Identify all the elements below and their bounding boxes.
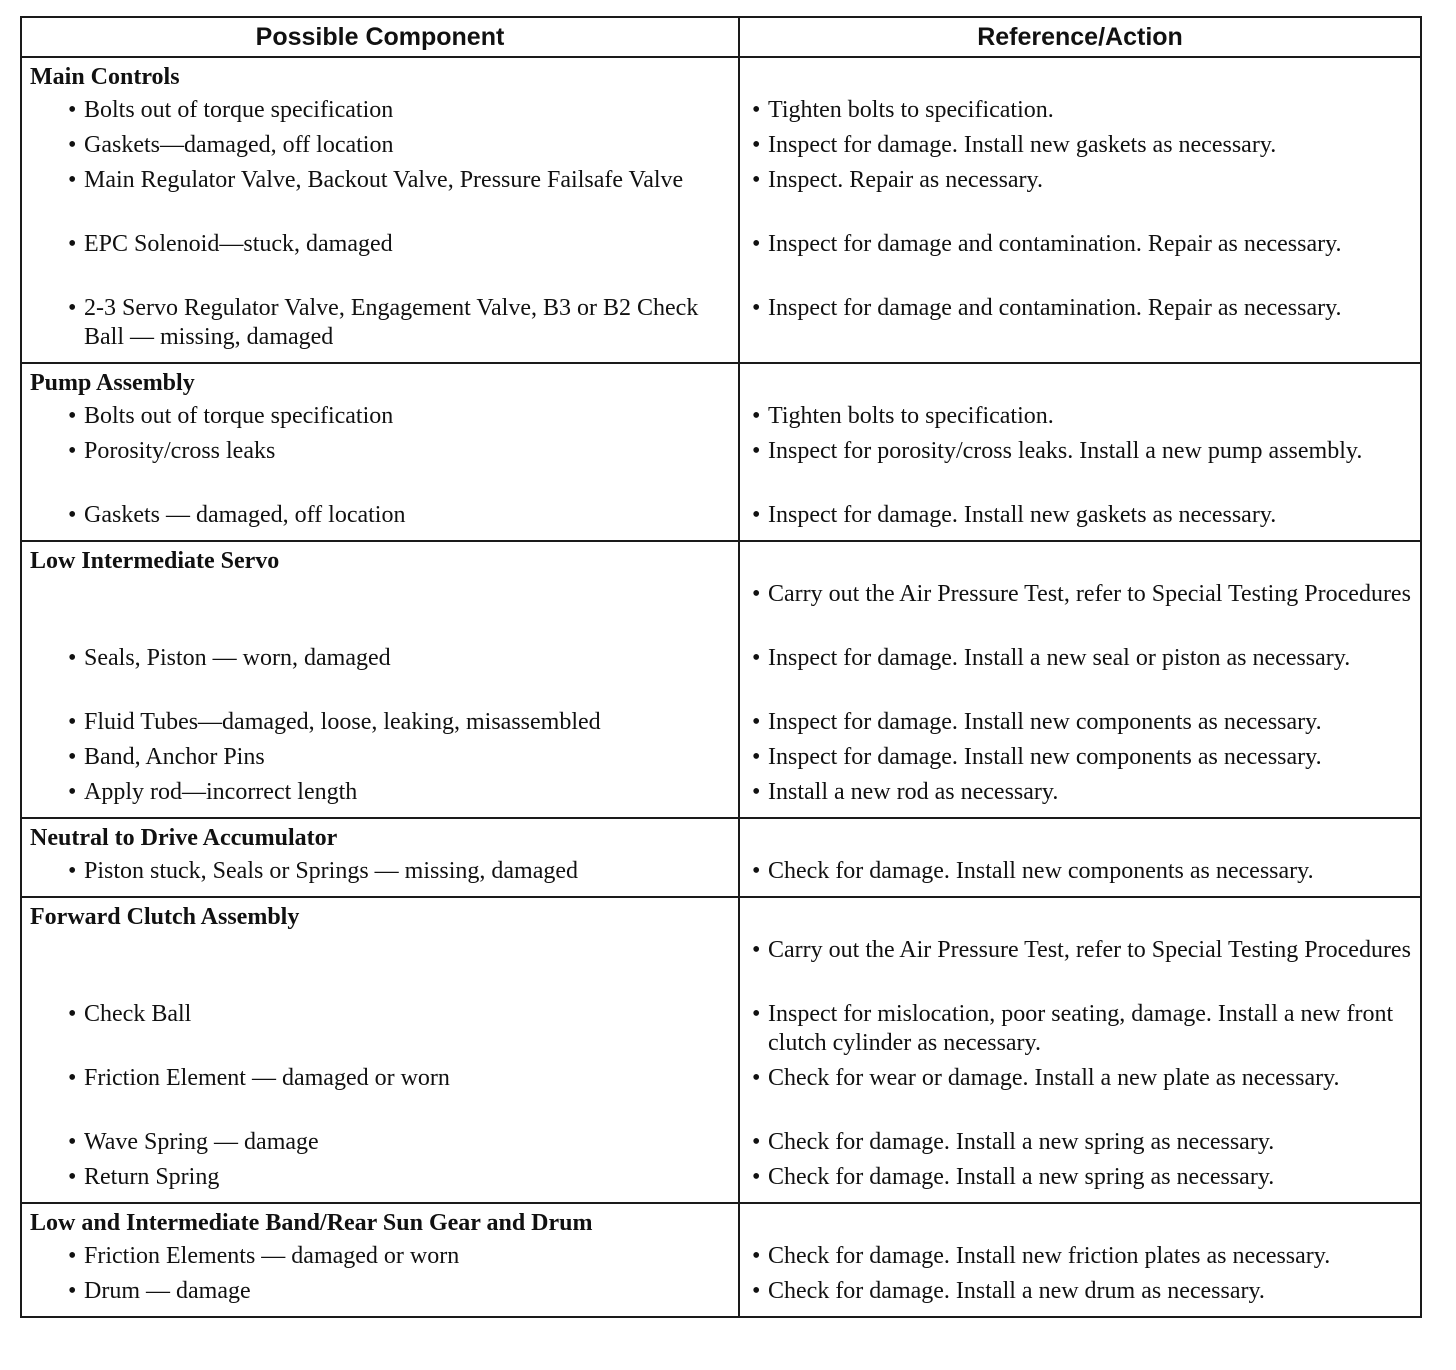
action-item: • Install a new rod as necessary.: [752, 779, 1059, 805]
action-cell: [739, 363, 1421, 541]
component-item: • Return Spring: [68, 1164, 220, 1190]
component-cell: [21, 541, 739, 818]
section-neutral-to-drive-accumulator: [21, 818, 1421, 897]
action-item: • Tighten bolts to specification.: [752, 97, 1054, 123]
header-row: [21, 17, 1421, 57]
component-cell: [21, 897, 739, 1203]
component-item: • Check Ball: [68, 1001, 192, 1027]
action-item: • Inspect for damage. Install new components as necessary.: [752, 709, 1322, 735]
action-cell: [739, 541, 1421, 818]
section-title: Low and Intermediate Band/Rear Sun Gear and Drum: [30, 1210, 593, 1236]
action-item: • Inspect for mislocation, poor seating, damage. Install a new front clutch cylinder as necessary.: [752, 1001, 1394, 1056]
action-item: • Check for damage. Install new components as necessary.: [752, 858, 1314, 884]
component-item: • Fluid Tubes—damaged, loose, leaking, misassembled: [68, 709, 601, 735]
action-item: • Inspect for damage. Install new gaskets as necessary.: [752, 502, 1277, 528]
action-item: • Carry out the Air Pressure Test, refer to Special Testing Procedures: [752, 937, 1411, 963]
component-item: • Wave Spring — damage: [68, 1129, 319, 1155]
action-item: • Inspect for damage. Install a new seal or piston as necessary.: [752, 645, 1351, 671]
section-pump-assembly: [21, 363, 1421, 541]
component-item: • Drum — damage: [68, 1278, 251, 1304]
component-item-empty: [30, 580, 732, 638]
component-item: • Bolts out of torque specification: [68, 403, 394, 429]
section-title: Low Intermediate Servo: [30, 548, 280, 574]
section-title: Main Controls: [30, 64, 180, 90]
action-item: • Check for damage. Install a new drum as necessary.: [752, 1278, 1265, 1304]
section-low-and-intermediate-band: [21, 1203, 1421, 1317]
diagnosis-table: [20, 16, 1422, 1318]
section-low-intermediate-servo: [21, 541, 1421, 818]
component-cell: [21, 363, 739, 541]
component-item: • Bolts out of torque specification: [68, 97, 394, 123]
action-cell: [739, 818, 1421, 897]
component-item: • Piston stuck, Seals or Springs — missing, damaged: [68, 858, 578, 884]
header-possible-component: Possible Component: [21, 17, 739, 57]
section-title: Forward Clutch Assembly: [30, 904, 300, 930]
section-title: Neutral to Drive Accumulator: [30, 825, 338, 851]
component-item: • Gaskets — damaged, off location: [68, 502, 406, 528]
component-item: • Band, Anchor Pins: [68, 744, 265, 770]
component-item: • Friction Elements — damaged or worn: [68, 1243, 460, 1269]
component-cell: [21, 1203, 739, 1317]
section-title: Pump Assembly: [30, 370, 195, 396]
component-item-empty: [30, 936, 732, 994]
component-item: • Main Regulator Valve, Backout Valve, Pressure Failsafe Valve: [68, 167, 684, 193]
section-forward-clutch-assembly: [21, 897, 1421, 1203]
action-item: • Inspect for damage and contamination. Repair as necessary.: [752, 231, 1342, 257]
action-item: • Check for damage. Install a new spring as necessary.: [752, 1129, 1275, 1155]
action-item: • Inspect for porosity/cross leaks. Install a new pump assembly.: [752, 438, 1363, 464]
action-item: • Inspect for damage. Install new components as necessary.: [752, 744, 1322, 770]
action-cell: [739, 57, 1421, 363]
header-reference-action: Reference/Action: [739, 17, 1421, 57]
action-item: • Inspect. Repair as necessary.: [752, 167, 1043, 193]
component-item: • Porosity/cross leaks: [68, 438, 276, 464]
component-item: • EPC Solenoid—stuck, damaged: [68, 231, 393, 257]
component-item: • Seals, Piston — worn, damaged: [68, 645, 391, 671]
action-item: • Inspect for damage and contamination. Repair as necessary.: [752, 295, 1342, 321]
component-item: • Gaskets—damaged, off location: [68, 132, 394, 158]
component-item: • Friction Element — damaged or worn: [68, 1065, 450, 1091]
action-cell: [739, 897, 1421, 1203]
action-item: • Inspect for damage. Install new gaskets as necessary.: [752, 132, 1277, 158]
component-cell: [21, 818, 739, 897]
action-item: • Check for wear or damage. Install a new plate as necessary.: [752, 1065, 1340, 1091]
action-cell: [739, 1203, 1421, 1317]
action-item: • Check for damage. Install new friction plates as necessary.: [752, 1243, 1331, 1269]
section-main-controls: [21, 57, 1421, 363]
action-item: • Check for damage. Install a new spring as necessary.: [752, 1164, 1275, 1190]
component-item: • Apply rod—incorrect length: [68, 779, 358, 805]
component-item: • 2-3 Servo Regulator Valve, Engagement Valve, B3 or B2 Check Ball — missing, damaged: [68, 295, 699, 350]
component-cell: [21, 57, 739, 363]
action-item: • Carry out the Air Pressure Test, refer to Special Testing Procedures: [752, 581, 1411, 607]
action-item: • Tighten bolts to specification.: [752, 403, 1054, 429]
